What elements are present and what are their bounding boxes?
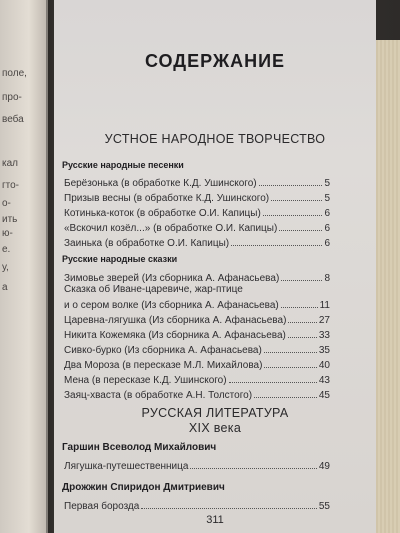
entry-title: Два Мороза (в пересказе М.Л. Михайлова) bbox=[64, 360, 263, 371]
leader-dots bbox=[271, 200, 322, 201]
leader-dots bbox=[281, 280, 322, 281]
toc-entry[interactable] bbox=[64, 175, 330, 189]
page-stack-edge bbox=[374, 40, 400, 533]
entry-page: 5 bbox=[324, 193, 330, 204]
entry-page: 43 bbox=[318, 375, 330, 386]
entry-page: 5 bbox=[324, 178, 330, 189]
entry-title: «Вскочил козёл...» (в обработке О.И. Капицы) bbox=[64, 223, 278, 234]
leader-dots bbox=[263, 215, 323, 216]
part-heading: РУССКАЯ ЛИТЕРАТУРА bbox=[141, 406, 289, 420]
entry-title-line[interactable]: Сказка об Иване-царевиче, жар-птице bbox=[64, 284, 243, 295]
entry-page: 6 bbox=[324, 238, 330, 249]
leader-dots bbox=[141, 508, 317, 509]
page-fragment: ю- bbox=[2, 228, 13, 239]
toc-entry[interactable] bbox=[64, 297, 330, 311]
entry-title: Заинька (в обработке О.И. Капицы) bbox=[64, 238, 230, 249]
leader-dots bbox=[281, 307, 318, 308]
entry-title: Никита Кожемяка (Из сборника А. Афанасьева) bbox=[64, 330, 286, 341]
leader-dots bbox=[229, 382, 317, 383]
part-subheading: XIX века bbox=[188, 421, 242, 435]
entry-page: 40 bbox=[318, 360, 330, 371]
entry-title: Лягушка-путешественница bbox=[64, 461, 189, 472]
entry-page: 11 bbox=[319, 300, 330, 311]
page-fragment: о- bbox=[2, 198, 11, 209]
page-fragment: а bbox=[2, 282, 8, 293]
author-name: Гаршин Всеволод Михайлович bbox=[62, 442, 217, 453]
toc-entry[interactable] bbox=[64, 458, 330, 472]
page-fragment: веба bbox=[2, 114, 24, 125]
leader-dots bbox=[231, 245, 322, 246]
entry-page: 27 bbox=[318, 315, 330, 326]
entry-page: 35 bbox=[318, 345, 330, 356]
entry-title: и о сером волке (Из сборника А. Афанасьева) bbox=[64, 300, 279, 311]
toc-entry[interactable] bbox=[64, 235, 330, 249]
entry-page: 45 bbox=[318, 390, 330, 401]
toc-entry[interactable] bbox=[64, 327, 330, 341]
page-fragment: ить bbox=[2, 214, 18, 225]
toc-entry[interactable] bbox=[64, 357, 330, 371]
leader-dots bbox=[259, 185, 323, 186]
entry-page: 6 bbox=[324, 223, 330, 234]
toc-entry[interactable] bbox=[64, 387, 330, 401]
leader-dots bbox=[254, 397, 317, 398]
page-fragment: у, bbox=[2, 262, 9, 273]
author-name: Дрожжин Спиридон Дмитриевич bbox=[62, 482, 225, 493]
page-fragment: е. bbox=[2, 244, 11, 255]
toc-entry[interactable] bbox=[64, 342, 330, 356]
entry-page: 55 bbox=[318, 501, 330, 512]
toc-entry[interactable] bbox=[64, 190, 330, 204]
entry-title: Котинька-коток (в обработке О.И. Капицы) bbox=[64, 208, 261, 219]
leader-dots bbox=[264, 352, 317, 353]
entry-title: Зимовье зверей (Из сборника А. Афанасьева) bbox=[64, 273, 280, 284]
previous-page bbox=[0, 0, 48, 533]
entry-title: Заяц-хваста (в обработке А.Н. Толстого) bbox=[64, 390, 253, 401]
leader-dots bbox=[279, 230, 322, 231]
page-fragment: про- bbox=[2, 92, 22, 103]
toc-entry[interactable] bbox=[64, 498, 330, 512]
leader-dots bbox=[190, 468, 316, 469]
toc-entry[interactable] bbox=[64, 220, 330, 234]
toc-entry[interactable] bbox=[64, 270, 330, 284]
entry-title: Сивко-бурко (Из сборника А. Афанасьева) bbox=[64, 345, 262, 356]
section-heading: Русские народные песенки bbox=[62, 160, 184, 170]
part-heading: УСТНОЕ НАРОДНОЕ ТВОРЧЕСТВО bbox=[104, 132, 326, 146]
toc-entry[interactable] bbox=[64, 372, 330, 386]
section-heading: Русские народные сказки bbox=[62, 254, 178, 264]
toc-entry[interactable] bbox=[64, 205, 330, 219]
leader-dots bbox=[264, 367, 316, 368]
entry-page: 6 bbox=[324, 208, 330, 219]
entry-title: Царевна-лягушка (Из сборника А. Афанасьева) bbox=[64, 315, 287, 326]
entry-page: 8 bbox=[324, 273, 330, 284]
page-fragment: гто- bbox=[2, 180, 20, 191]
leader-dots bbox=[288, 337, 317, 338]
entry-title: Первая борозда bbox=[64, 501, 140, 512]
leader-dots bbox=[288, 322, 316, 323]
toc-entry[interactable] bbox=[64, 312, 330, 326]
entry-page: 49 bbox=[318, 461, 330, 472]
contents-page bbox=[54, 0, 376, 533]
entry-title: Мена (в пересказе К.Д. Ушинского) bbox=[64, 375, 227, 386]
page-fragment: кал bbox=[2, 158, 18, 169]
page-title: СОДЕРЖАНИЕ bbox=[144, 51, 286, 71]
entry-title: Берёзонька (в обработке К.Д. Ушинского) bbox=[64, 178, 257, 189]
entry-page: 33 bbox=[318, 330, 330, 341]
page-fragment: поле, bbox=[2, 68, 27, 79]
page-number: 311 bbox=[206, 514, 224, 526]
entry-title: Призыв весны (в обработке К.Д. Ушинского) bbox=[64, 193, 270, 204]
